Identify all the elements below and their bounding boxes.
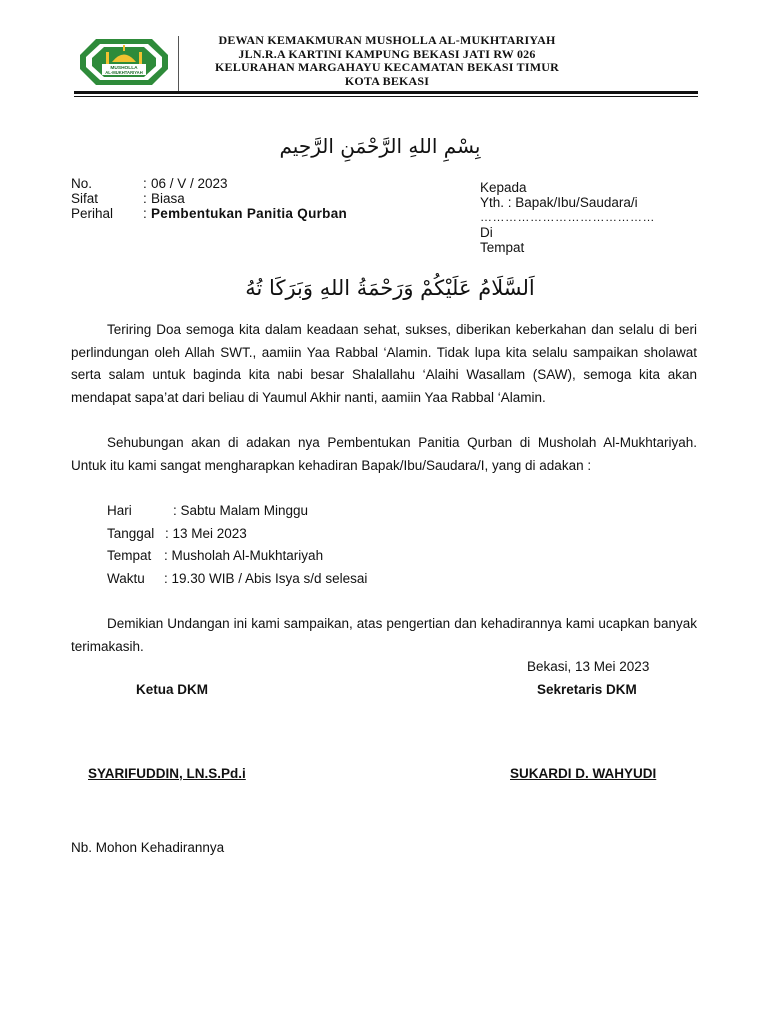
body-paragraph-2: Sehubungan akan di adakan nya Pembentukan Panitia Qurban di Musholah Al-Mukhtariyah. Untuk itu kami sangat mengharapkan kehadiran Bapak/Ibu/Saudara/I, yang di adakan :: [71, 435, 697, 473]
detail-place-label: Tempat: [107, 548, 152, 564]
meta-subject-label: Perihal: [71, 206, 114, 221]
meta-subject-row: [71, 206, 347, 221]
signature-right-name: SUKARDI D. WAHYUDI: [510, 766, 657, 781]
recipient-line-3: ……………………………………: [480, 210, 655, 224]
letter-date: Bekasi, 13 Mei 2023: [527, 659, 650, 674]
detail-day-row: [107, 500, 367, 523]
body-paragraph-1: Teriring Doa semoga kita dalam keadaan sehat, sukses, diberikan keberkahan dan selalu di beri perlindungan oleh Allah SWT., aamiin Yaa Rabbal ‘Alamin. Tidak lupa kita selalu sampaikan sholawat serta salam untuk baginda kita nabi besar Shalallahu ‘Alaihi Wasallam (SAW), semoga kita akan mendapat sapa’at dari beliau di Yaumul Akhir nanti, aamiin Yaa Rabbal ‘Alamin.: [71, 322, 697, 405]
detail-date-row: [107, 523, 367, 546]
basmalah: بِسْمِ اللهِ الرَّحْمَنِ الرَّحِيم: [279, 134, 481, 158]
meta-nature-label: Sifat: [71, 191, 99, 206]
organization-header: [182, 34, 592, 88]
salam-greeting: اَلسَّلَامُ عَلَيْكُمْ وَرَحْمَةُ اللهِ وَبَرَكَا تُهُ: [245, 276, 535, 300]
org-line-3: KELURAHAN MARGAHAYU KECAMATAN BEKASI TIMUR: [215, 60, 559, 75]
detail-time-row: [107, 568, 367, 591]
meta-nature-sep: :: [143, 191, 147, 206]
recipient-line-4: Di: [480, 225, 493, 240]
footnote: Nb. Mohon Kehadirannya: [71, 840, 225, 855]
detail-time-label: Waktu: [107, 570, 145, 586]
meta-nature-row: [71, 191, 347, 206]
detail-date-value: : 13 Mei 2023: [165, 525, 247, 541]
meta-nature-value: Biasa: [151, 191, 185, 206]
meta-subject-value: Pembentukan Panitia Qurban: [151, 206, 348, 221]
letter-meta: [71, 176, 347, 221]
signature-left-title: Ketua DKM: [136, 682, 209, 697]
detail-place-row: [107, 545, 367, 568]
body-paragraph-closing: Demikian Undangan ini kami sampaikan, atas pengertian dan kehadirannya kami ucapkan banyak terimakasih.: [71, 616, 697, 654]
meta-number-row: [71, 176, 347, 191]
letterhead-divider: [178, 36, 179, 92]
org-line-1: DEWAN KEMAKMURAN MUSHOLLA AL-MUKHTARIYAH: [218, 33, 556, 47]
recipient-block: [480, 180, 655, 255]
signature-right-title: Sekretaris DKM: [537, 682, 637, 697]
detail-time-value: : 19.30 WIB / Abis Isya s/d selesai: [164, 570, 368, 586]
recipient-line-2: Yth. : Bapak/Ibu/Saudara/i: [480, 195, 638, 210]
detail-date-label: Tanggal: [107, 525, 155, 541]
meta-subject-sep: :: [143, 206, 147, 221]
recipient-line-5: Tempat: [480, 240, 525, 255]
signature-left-name: SYARIFUDDIN, LN.S.Pd.i: [88, 766, 246, 781]
meta-number-value: 06 / V / 2023: [151, 176, 228, 191]
detail-place-value: : Musholah Al-Mukhtariyah: [164, 548, 324, 564]
detail-day-label: Hari: [107, 503, 132, 518]
header-rule-thick: [74, 91, 698, 94]
meta-number-sep: :: [143, 176, 147, 191]
detail-day-value: : Sabtu Malam Minggu: [173, 503, 309, 518]
header-rule-thin: [74, 96, 698, 97]
org-line-2: JLN.R.A KARTINI KAMPUNG BEKASI JATI RW 026: [238, 46, 536, 61]
event-details: [107, 500, 367, 590]
logo-text-bottom: AL-MUKHTARIYAH: [105, 70, 143, 75]
letterhead: [74, 30, 698, 96]
org-line-4: KOTA BEKASI: [344, 73, 430, 88]
recipient-line-1: Kepada: [480, 180, 527, 195]
meta-number-label: No.: [71, 176, 93, 191]
mosque-octagon-logo-icon: [78, 35, 170, 89]
logo-text-top: MUSHOLLA: [110, 66, 138, 71]
